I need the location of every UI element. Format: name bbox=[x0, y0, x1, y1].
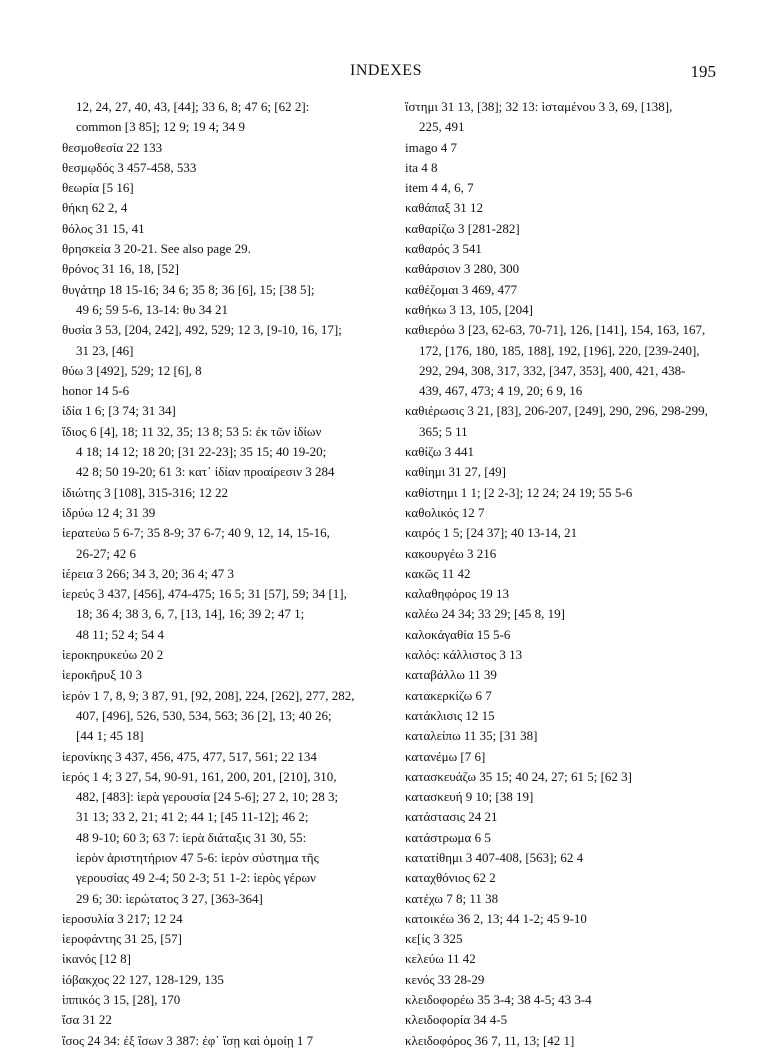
index-entry-line: ἱερατεύω 5 6-7; 35 8-9; 37 6-7; 40 9, 12, 14, 15-16, bbox=[62, 525, 330, 541]
index-entry-line: ἱερὸν ἀριστητήριον 47 5-6: ἱερὸν σύστημα τῆς bbox=[76, 849, 319, 865]
index-entry-line: ἵστημι 31 13, [38]; 32 13: ἱσταμένου 3 3, 69, [138], bbox=[405, 99, 673, 114]
index-entry-line: θόλος 31 15, 41 bbox=[62, 220, 145, 236]
index-entry-line: καταχθόνιος 62 2 bbox=[405, 870, 496, 886]
index-entry-line: κατατίθημι 3 407-408, [563]; 62 4 bbox=[405, 849, 584, 865]
index-entry-line: καθαρός 3 541 bbox=[405, 241, 482, 257]
index-entry-line: καθαρίζω 3 [281-282] bbox=[405, 220, 520, 236]
index-entry-line: ἱππικός 3 15, [28], 170 bbox=[62, 992, 181, 1008]
index-entry-line: ἴσα 31 22 bbox=[62, 1012, 112, 1028]
index-entry-line: κατασκευάζω 35 15; 40 24, 27; 61 5; [62 3] bbox=[405, 768, 633, 784]
index-entry-line: common [3 85]; 12 9; 19 4; 34 9 bbox=[76, 119, 245, 135]
index-entry-line: ἱεροκηρυκεύω 20 2 bbox=[62, 647, 164, 663]
index-entry-line: 48 11; 52 4; 54 4 bbox=[76, 626, 164, 642]
index-entry-line: 49 6; 59 5-6, 13-14: θυ 34 21 bbox=[76, 301, 229, 317]
index-entry-line: ἱκανός [12 8] bbox=[62, 951, 131, 967]
index-entry-line: 439, 467, 473; 4 19, 20; 6 9, 16 bbox=[419, 383, 583, 399]
index-entry-line: 31 23, [46] bbox=[76, 342, 134, 358]
index-entry-line: καθίημι 31 27, [49] bbox=[405, 464, 506, 480]
index-entry-line: θρησκεία 3 20-21. See also page 29. bbox=[62, 241, 251, 257]
index-entry-line: ἴδιος 6 [4], 18; 11 32, 35; 13 8; 53 5: ἐκ τῶν ἰδίων bbox=[62, 423, 322, 439]
index-entry-line: 42 8; 50 19-20; 61 3: κατ᾽ ἰδίαν προαίρεσιν 3 284 bbox=[76, 464, 335, 480]
index-entry-line: θήκη 62 2, 4 bbox=[62, 200, 128, 216]
index-entry-line: κατέχω 7 8; 11 38 bbox=[405, 890, 499, 906]
index-entry-line: καλοκἀγαθία 15 5-6 bbox=[405, 626, 511, 642]
index-entry-line: honor 14 5-6 bbox=[62, 383, 130, 399]
index-entry-line: 365; 5 11 bbox=[419, 423, 468, 439]
index-entry-line: κατάκλισις 12 15 bbox=[405, 707, 495, 723]
index-entry-line: καθάπαξ 31 12 bbox=[405, 200, 483, 216]
index-entry-line: καιρός 1 5; [24 37]; 40 13-14, 21 bbox=[405, 525, 578, 541]
index-entry-line: 48 9-10; 60 3; 63 7: ἱερὰ διάταξις 31 30, 55: bbox=[76, 829, 307, 845]
index-entry-line: κακῶς 11 42 bbox=[405, 565, 471, 581]
index-entry-line: ἱέρεια 3 266; 34 3, 20; 36 4; 47 3 bbox=[62, 565, 235, 581]
index-entry-line: 29 6; 30: ἱερώτατος 3 27, [363-364] bbox=[76, 890, 263, 906]
index-entry-line: καθιερόω 3 [23, 62-63, 70-71], 126, [141], 154, 163, 167, bbox=[405, 322, 706, 338]
index-entry-line: καθολικός 12 7 bbox=[405, 504, 485, 520]
index-entry-line: ἱεροσυλία 3 217; 12 24 bbox=[62, 910, 183, 926]
index-entry-line: θεσμῳδός 3 457-458, 533 bbox=[62, 159, 197, 175]
index-entry-line: 31 13; 33 2, 21; 41 2; 44 1; [45 11-12]; 46 2; bbox=[76, 809, 309, 825]
index-entry-line: ἱερονίκης 3 437, 456, 475, 477, 517, 561; 22 134 bbox=[62, 748, 317, 764]
index-entry-line: [44 1; 45 18] bbox=[76, 728, 144, 744]
index-entry-line: ἰδία 1 6; [3 74; 31 34] bbox=[62, 403, 176, 419]
page-number: 195 bbox=[690, 62, 716, 81]
left-index-column bbox=[62, 97, 382, 1051]
index-entry-line: ἴσος 24 34: ἐξ ἴσων 3 387: ἐφ᾽ ἴσῃ καὶ ὁμοίῃ 1 7 bbox=[62, 1032, 314, 1048]
index-entry-line: θεωρία [5 16] bbox=[62, 180, 134, 196]
index-entry-line: 482, [483]: ἱερὰ γερουσία [24 5-6]; 27 2, 10; 28 3; bbox=[76, 789, 339, 805]
right-index-column bbox=[405, 97, 723, 1051]
index-entry-line: καταβάλλω 11 39 bbox=[405, 667, 497, 683]
index-entry-line: ἱερεύς 3 437, [456], 474-475; 16 5; 31 [57], 59; 34 [1], bbox=[62, 586, 347, 602]
index-entry-line: 26-27; 42 6 bbox=[76, 545, 136, 561]
index-entry-line: κατασκευή 9 10; [38 19] bbox=[405, 789, 534, 805]
index-entry-line: καθίζω 3 441 bbox=[405, 444, 474, 460]
index-entry-line: 172, [176, 180, 185, 188], 192, [196], 220, [239-240], bbox=[419, 342, 700, 358]
index-entry-line: ita 4 8 bbox=[405, 159, 438, 175]
running-head bbox=[56, 62, 716, 84]
index-entry-line: θεσμοθεσία 22 133 bbox=[62, 139, 163, 155]
index-entry-line: ἱεροφάντης 31 25, [57] bbox=[62, 931, 182, 947]
index-entry-line: καλέω 24 34; 33 29; [45 8, 19] bbox=[405, 606, 565, 622]
index-entry-line: κενός 33 28-29 bbox=[405, 971, 485, 987]
index-entry-line: κατάστασις 24 21 bbox=[405, 809, 498, 825]
index-entry-line: κατάστρωμα 6 5 bbox=[405, 829, 491, 845]
index-entry-line: θύω 3 [492], 529; 12 [6], 8 bbox=[62, 362, 202, 378]
index-entry-line: καθάρσιον 3 280, 300 bbox=[405, 261, 520, 277]
index-entry-line: ἱερός 1 4; 3 27, 54, 90-91, 161, 200, 201, [210], 310, bbox=[62, 768, 337, 784]
index-entry-line: καλαθηφόρος 19 13 bbox=[405, 586, 510, 602]
index-entry-line: καταλείπω 11 35; [31 38] bbox=[405, 728, 538, 744]
index-entry-line: ἰδιώτης 3 [108], 315-316; 12 22 bbox=[62, 484, 228, 500]
index-entry-line: καλός: κάλλιστος 3 13 bbox=[405, 647, 523, 663]
index-entry-line: καθίστημι 1 1; [2 2-3]; 12 24; 24 19; 55 5-6 bbox=[405, 484, 633, 500]
index-entry-line: 225, 491 bbox=[419, 119, 465, 135]
index-entry-line: ἱερόν 1 7, 8, 9; 3 87, 91, [92, 208], 224, [262], 277, 282, bbox=[62, 687, 355, 703]
index-entry-line: ἱεροκῆρυξ 10 3 bbox=[62, 667, 143, 683]
index-entry-line: 4 18; 14 12; 18 20; [31 22-23]; 35 15; 40 19-20; bbox=[76, 444, 327, 460]
index-entry-line: κε[ίς 3 325 bbox=[405, 931, 463, 947]
index-entry-line: κατακερκίζω 6 7 bbox=[405, 687, 492, 703]
index-entry-line: κατοικέω 36 2, 13; 44 1-2; 45 9-10 bbox=[405, 910, 587, 926]
index-entry-line: ἰόβακχος 22 127, 128-129, 135 bbox=[62, 971, 224, 987]
index-entry-line: κελεύω 11 42 bbox=[405, 951, 476, 967]
index-entry-line: 407, [496], 526, 530, 534, 563; 36 [2], 13; 40 26; bbox=[76, 707, 332, 723]
index-entry-line: καθιέρωσις 3 21, [83], 206-207, [249], 290, 296, 298-299, bbox=[405, 403, 708, 419]
index-entry-line: 18; 36 4; 38 3, 6, 7, [13, 14], 16; 39 2; 47 1; bbox=[76, 606, 305, 622]
running-title: INDEXES bbox=[350, 62, 422, 79]
index-entry-line: θυγάτηρ 18 15-16; 34 6; 35 8; 36 [6], 15; [38 5]; bbox=[62, 281, 315, 297]
index-entry-line: imago 4 7 bbox=[405, 139, 457, 155]
index-entry-line: κλειδοφορέω 35 3-4; 38 4-5; 43 3-4 bbox=[405, 992, 592, 1008]
index-entry-line: θρόνος 31 16, 18, [52] bbox=[62, 261, 179, 277]
index-entry-line: κατανέμω [7 6] bbox=[405, 748, 486, 764]
index-entry-line: γερουσίας 49 2-4; 50 2-3; 51 1-2: ἱερὸς γέρων bbox=[76, 870, 316, 886]
index-entry-line: κακουργέω 3 216 bbox=[405, 545, 497, 561]
index-entry-line: καθήκω 3 13, 105, [204] bbox=[405, 301, 533, 317]
index-entry-line: ἱδρύω 12 4; 31 39 bbox=[62, 504, 156, 520]
index-entry-line: κλειδοφορία 34 4-5 bbox=[405, 1012, 508, 1028]
index-entry-line: item 4 4, 6, 7 bbox=[405, 180, 474, 196]
index-entry-line: θυσία 3 53, [204, 242], 492, 529; 12 3, [9-10, 16, 17]; bbox=[62, 322, 342, 338]
index-entry-line: καθέζομαι 3 469, 477 bbox=[405, 281, 518, 297]
index-entry-line: κλειδοφόρος 36 7, 11, 13; [42 1] bbox=[405, 1032, 575, 1048]
index-entry-line: 12, 24, 27, 40, 43, [44]; 33 6, 8; 47 6; [62 2]: bbox=[76, 99, 310, 114]
index-entry-line: 292, 294, 308, 317, 332, [347, 353], 400, 421, 438- bbox=[419, 362, 686, 378]
